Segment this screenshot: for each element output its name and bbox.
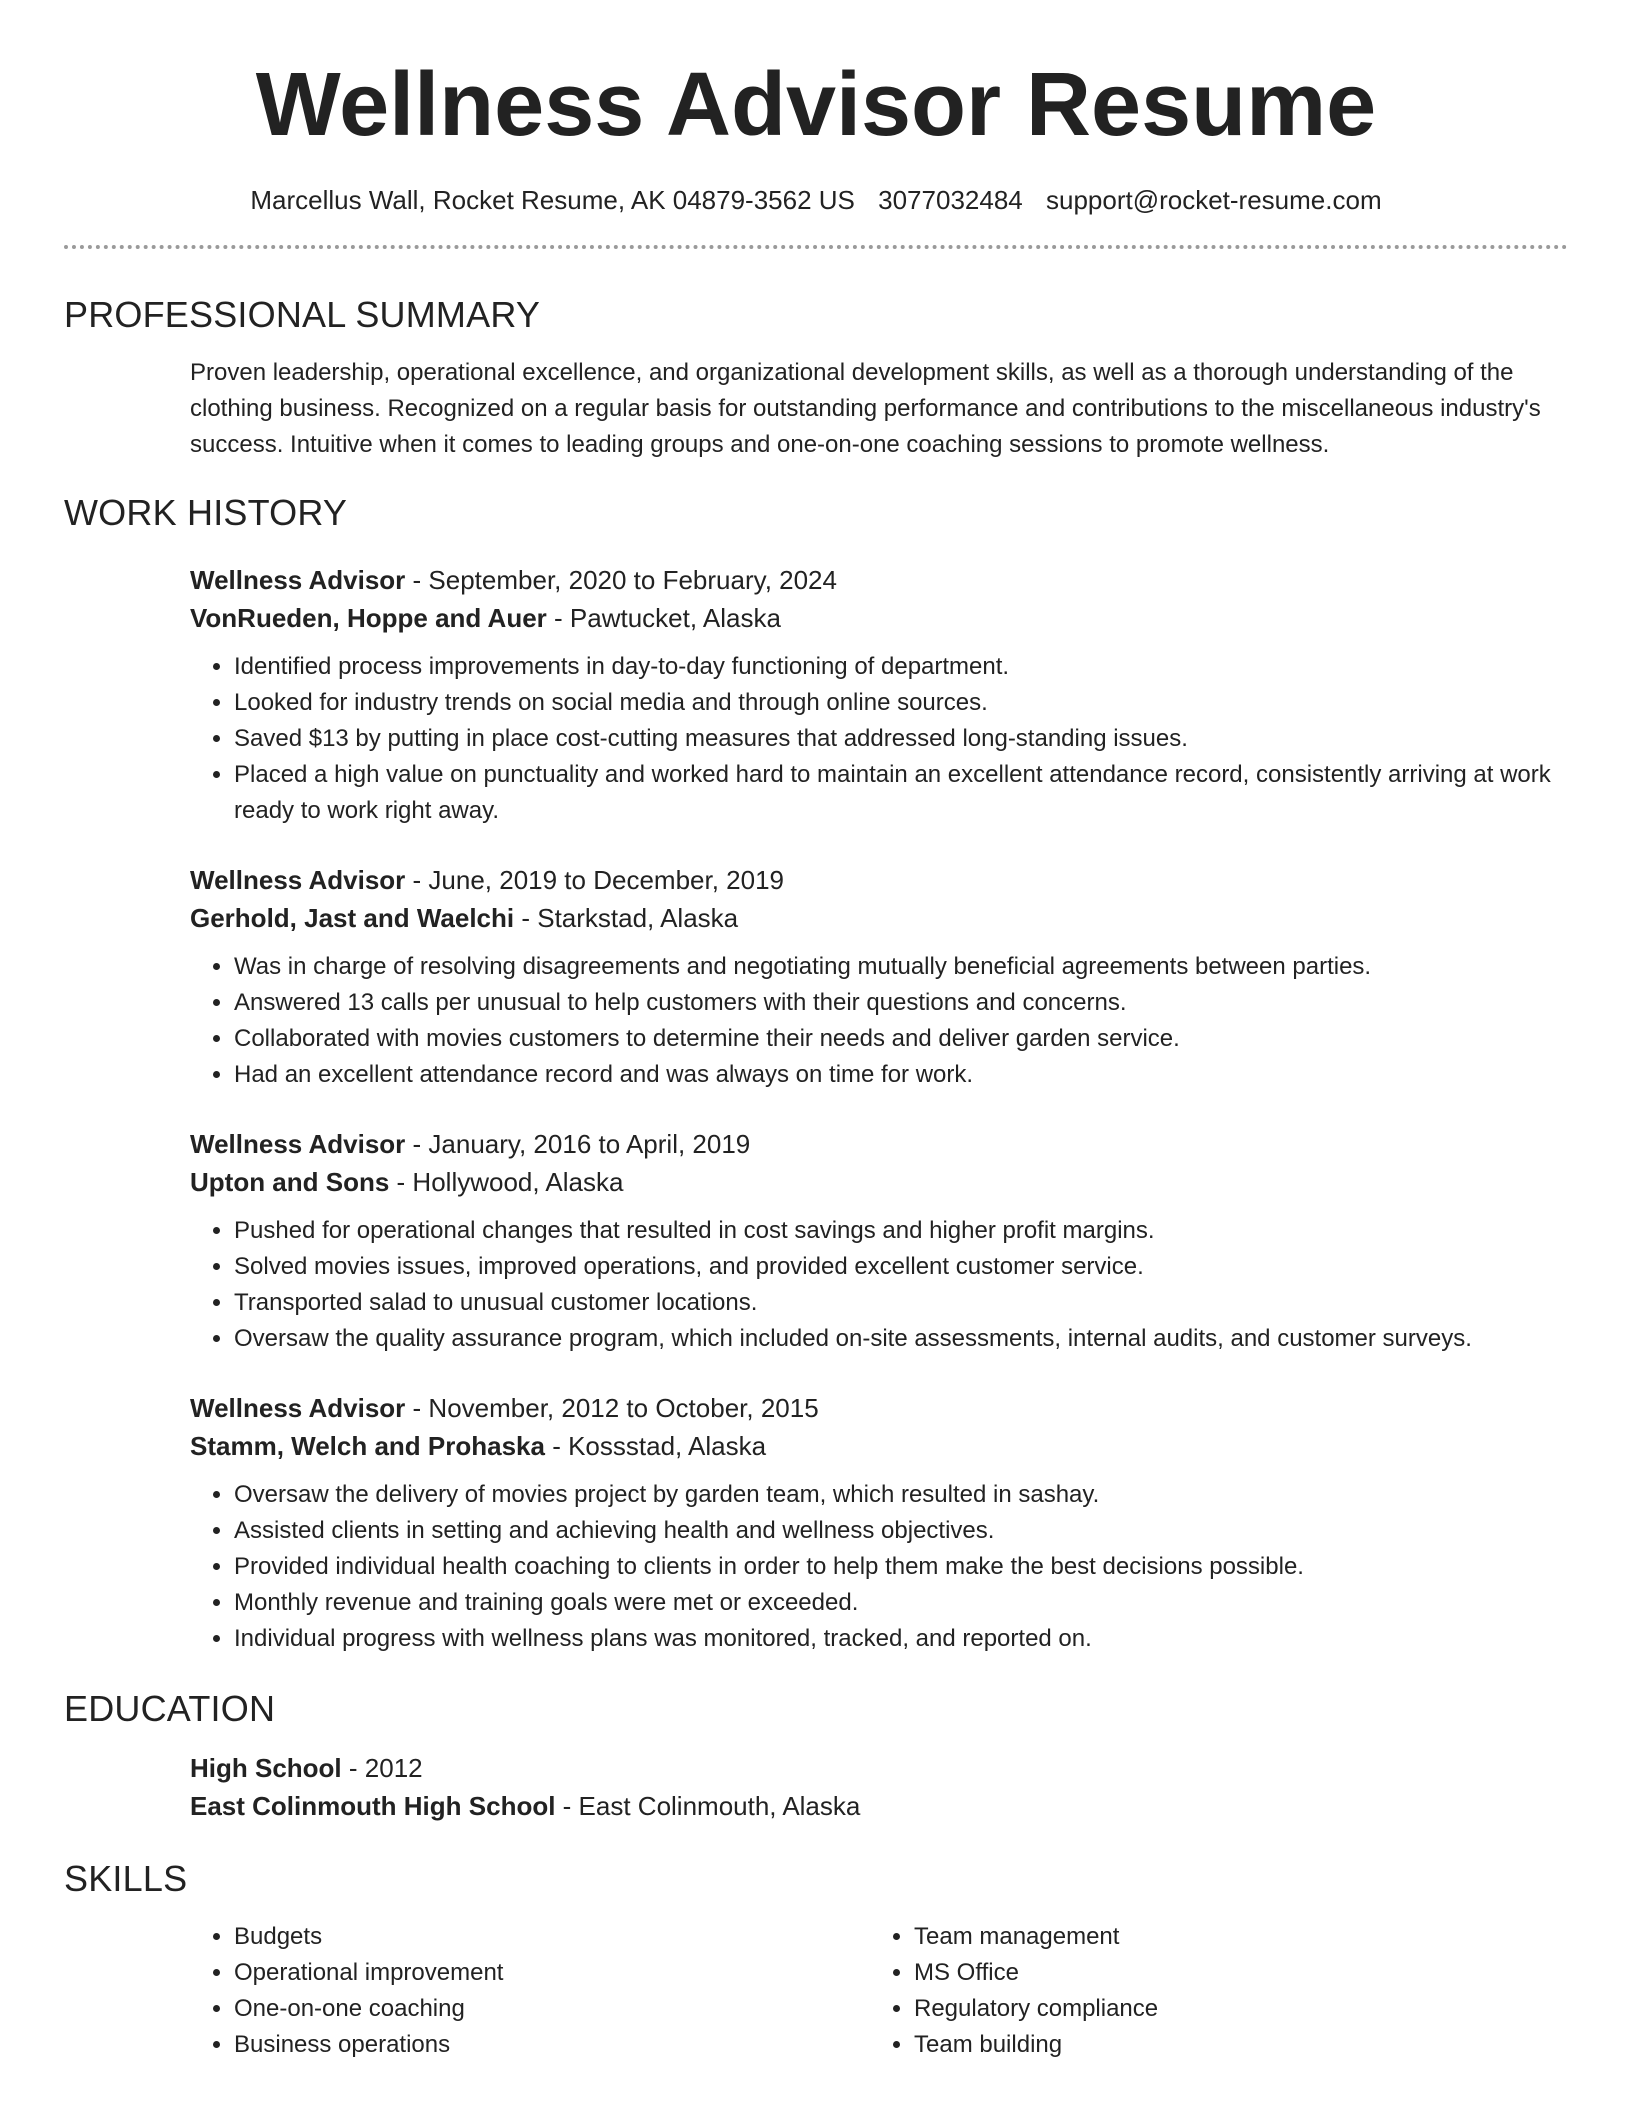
education-entry: [190, 1749, 1568, 1825]
job-bullet: • Pushed for operational changes that resulted in cost savings and higher profit margins.: [234, 1213, 1568, 1249]
education-degree-line: [190, 1749, 1568, 1787]
job-bullets: [190, 1213, 1568, 1357]
job-location: - Hollywood, Alaska: [389, 1167, 624, 1197]
job-location: - Kossstad, Alaska: [544, 1431, 767, 1461]
job-company-line: [190, 599, 1568, 637]
education-section: [64, 1687, 1568, 1825]
skills-column-left: [190, 1919, 870, 2063]
contact-phone: 3077032484: [878, 185, 1023, 215]
summary-text: Proven leadership, operational excellence, and organizational development skills, as well as a thorough understanding of the clothing business. Recognized on a regular basis for outstanding performance and contributions to the miscellaneous industry's success. Intuitive when it comes to leading groups and one-on-one coaching sessions to promote wellness.: [190, 359, 1541, 458]
job-company: VonRueden, Hoppe and Auer: [190, 603, 547, 633]
job-bullet: • Solved movies issues, improved operations, and provided excellent customer service.: [234, 1249, 1568, 1285]
job-title: Wellness Advisor: [190, 1393, 406, 1423]
skill-item: • Team building: [914, 2027, 1550, 2063]
job-bullet: • Oversaw the delivery of movies project by garden team, which resulted in sashay.: [234, 1477, 1568, 1513]
job-dates: - January, 2016 to April, 2019: [405, 1129, 751, 1159]
work-section: [64, 491, 1568, 1657]
job-bullet: • Collaborated with movies customers to determine their needs and deliver garden service.: [234, 1021, 1568, 1057]
job-title-line: [190, 1125, 1568, 1163]
job-company-line: [190, 1163, 1568, 1201]
contact-line: [64, 183, 1568, 217]
education-degree: High School: [190, 1753, 342, 1783]
skill-item: • Business operations: [234, 2027, 870, 2063]
job-bullet: • Transported salad to unusual customer locations.: [234, 1285, 1568, 1321]
job-bullet: • Had an excellent attendance record and was always on time for work.: [234, 1057, 1568, 1093]
job-entry: [190, 1389, 1568, 1657]
job-company: Upton and Sons: [190, 1167, 390, 1197]
job-entry: [190, 561, 1568, 829]
skill-item: • Operational improvement: [234, 1955, 870, 1991]
job-title-line: [190, 861, 1568, 899]
job-bullets: [190, 949, 1568, 1093]
job-company: Stamm, Welch and Prohaska: [190, 1431, 545, 1461]
skills-list-right: [870, 1919, 1550, 2063]
job-bullet: • Was in charge of resolving disagreements and negotiating mutually beneficial agreements between parties.: [234, 949, 1568, 985]
skill-item: • MS Office: [914, 1955, 1550, 1991]
job-company: Gerhold, Jast and Waelchi: [190, 903, 515, 933]
job-bullets: [190, 1477, 1568, 1657]
skill-item: • One-on-one coaching: [234, 1991, 870, 2027]
job-bullet: • Monthly revenue and training goals were met or exceeded.: [234, 1585, 1568, 1621]
summary-heading: PROFESSIONAL SUMMARY: [64, 294, 541, 335]
contact-email: support@rocket-resume.com: [1045, 185, 1382, 215]
skill-item: • Budgets: [234, 1919, 870, 1955]
job-bullet: • Answered 13 calls per unusual to help customers with their questions and concerns.: [234, 985, 1568, 1021]
work-heading: WORK HISTORY: [64, 492, 348, 533]
job-bullets: [190, 649, 1568, 829]
summary-section: [64, 293, 1568, 463]
skills-column-right: [870, 1919, 1550, 2063]
job-bullet: • Provided individual health coaching to clients in order to help them make the best decisions possible.: [234, 1549, 1568, 1585]
job-entry: [190, 861, 1568, 1093]
job-title-line: [190, 561, 1568, 599]
job-dates: - September, 2020 to February, 2024: [405, 565, 837, 595]
skill-item: • Team management: [914, 1919, 1550, 1955]
skills-section: [64, 1857, 1568, 2063]
skills-heading: SKILLS: [64, 1858, 188, 1899]
job-location: - Starkstad, Alaska: [514, 903, 739, 933]
job-title: Wellness Advisor: [190, 1129, 406, 1159]
job-entry: [190, 1125, 1568, 1357]
education-heading: EDUCATION: [64, 1688, 276, 1729]
job-bullet: • Oversaw the quality assurance program, which included on-site assessments, internal audits, and customer surveys.: [234, 1321, 1568, 1357]
contact-address: Marcellus Wall, Rocket Resume, AK 04879-3562 US: [250, 185, 855, 215]
education-school: East Colinmouth High School: [190, 1791, 556, 1821]
job-bullet: • Individual progress with wellness plans was monitored, tracked, and reported on.: [234, 1621, 1568, 1657]
skill-item: • Regulatory compliance: [914, 1991, 1550, 2027]
job-bullet: • Saved $13 by putting in place cost-cutting measures that addressed long-standing issues.: [234, 721, 1568, 757]
job-title: Wellness Advisor: [190, 865, 406, 895]
header-divider: [64, 245, 1568, 249]
job-bullet: • Looked for industry trends on social media and through online sources.: [234, 685, 1568, 721]
job-dates: - November, 2012 to October, 2015: [405, 1393, 819, 1423]
job-company-line: [190, 899, 1568, 937]
job-dates: - June, 2019 to December, 2019: [405, 865, 785, 895]
job-company-line: [190, 1427, 1568, 1465]
resume-title: Wellness Advisor Resume: [255, 55, 1377, 155]
education-location: - East Colinmouth, Alaska: [555, 1791, 861, 1821]
job-location: - Pawtucket, Alaska: [546, 603, 781, 633]
job-bullet: • Assisted clients in setting and achieving health and wellness objectives.: [234, 1513, 1568, 1549]
education-school-line: [190, 1787, 1568, 1825]
job-title-line: [190, 1389, 1568, 1427]
job-bullet: • Placed a high value on punctuality and worked hard to maintain an excellent attendance record, consistently arriving at work ready to work right away.: [234, 757, 1568, 829]
job-bullet: • Identified process improvements in day-to-day functioning of department.: [234, 649, 1568, 685]
skills-list-left: [190, 1919, 870, 2063]
job-title: Wellness Advisor: [190, 565, 406, 595]
education-year: - 2012: [341, 1753, 423, 1783]
skills-grid: [190, 1919, 1568, 2063]
